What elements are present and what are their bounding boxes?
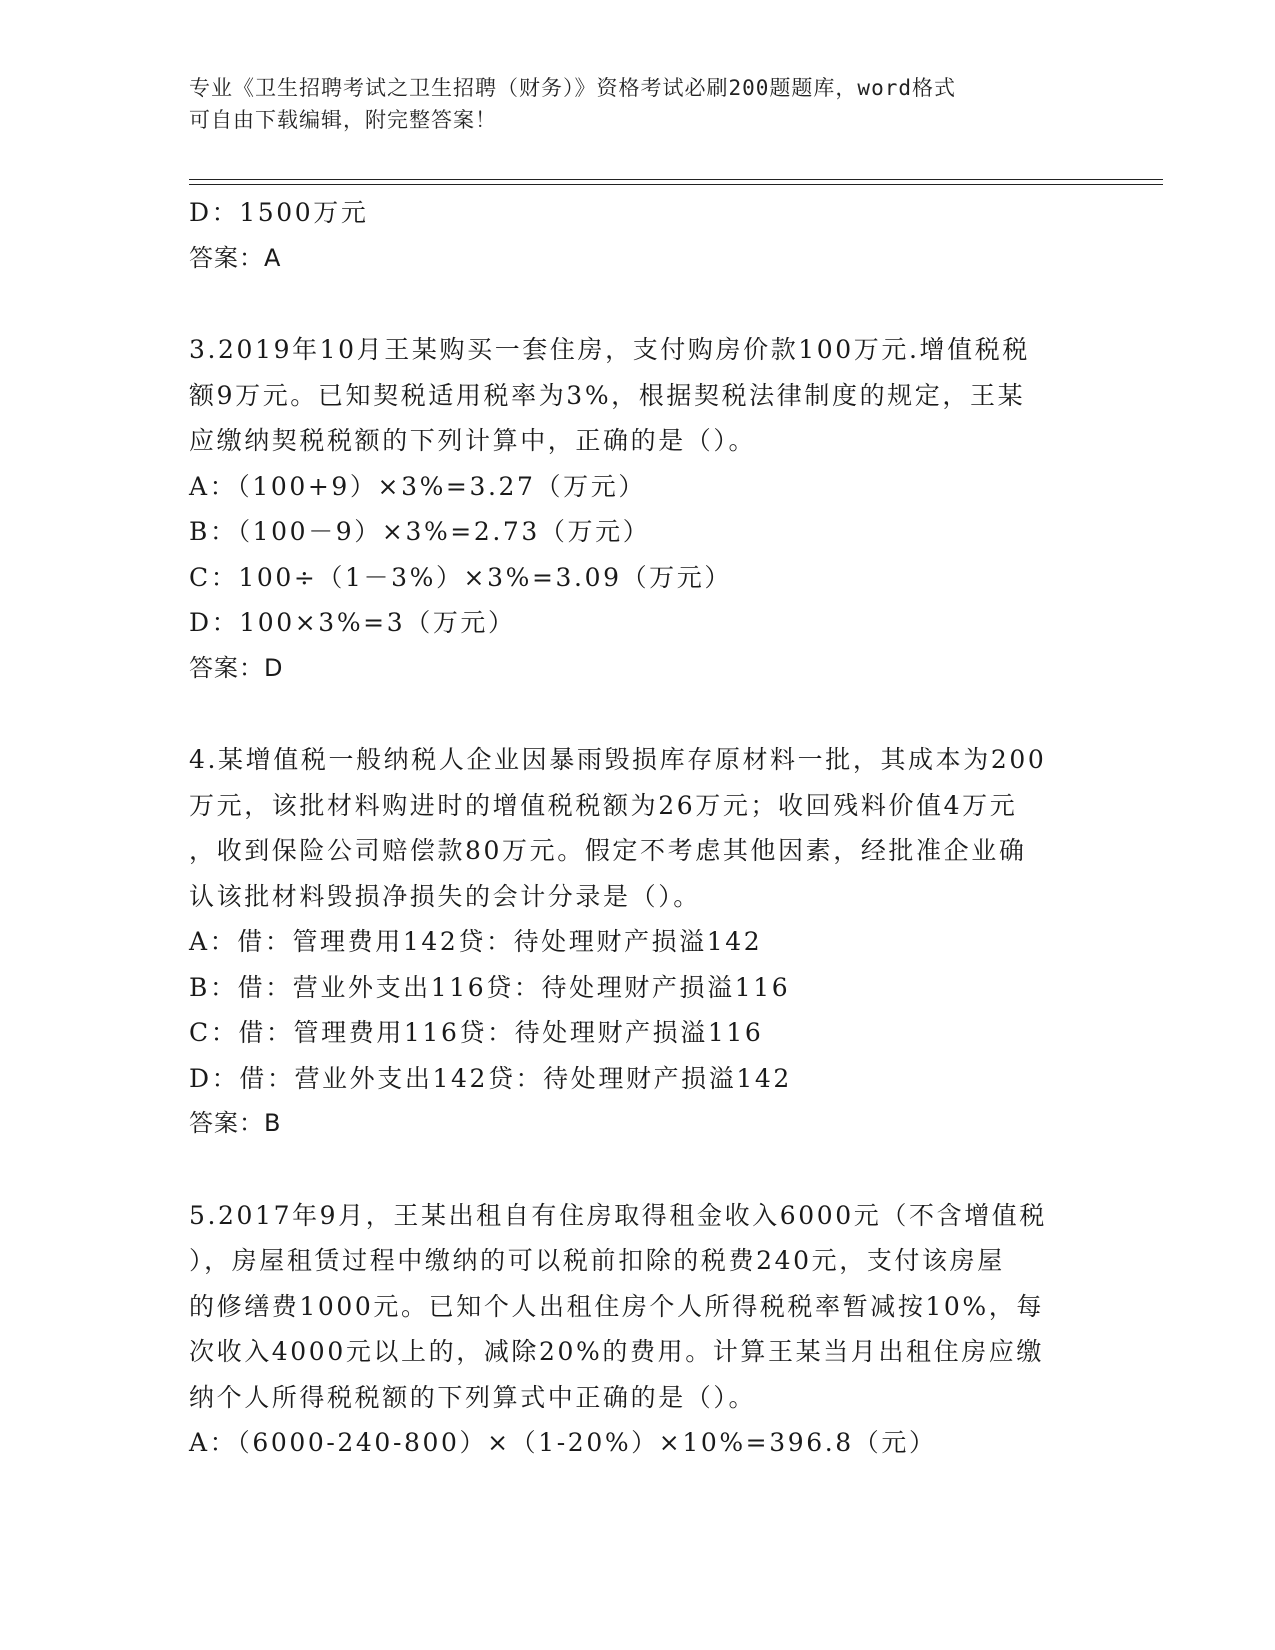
header-divider-bottom — [189, 184, 1163, 185]
answer-line: 答案：D — [189, 653, 284, 682]
question-stem-line: 纳个人所得税税额的下列算式中正确的是（）。 — [189, 1382, 757, 1412]
question-stem-line: 5.2017年9月，王某出租自有住房取得租金收入6000元（不含增值税 — [189, 1200, 1048, 1230]
question-2-tail — [189, 190, 1089, 281]
option-b: B：（100－9）×3%=2.73（万元） — [189, 517, 651, 546]
answer-line: 答案：A — [189, 243, 282, 272]
question-stem-line: 额9万元。已知契税适用税率为3%，根据契税法律制度的规定，王某 — [189, 380, 1026, 410]
question-stem-line: 4.某增值税一般纳税人企业因暴雨毁损库存原材料一批，其成本为200 — [189, 745, 1047, 774]
option-b: B：借：营业外支出116贷：待处理财产损溢116 — [189, 972, 791, 1002]
option-a: A：（100+9）×3%=3.27（万元） — [189, 471, 646, 501]
option-d: D：100×3%=3（万元） — [189, 608, 516, 637]
question-stem-line: ），房屋租赁过程中缴纳的可以税前扣除的税费240元，支付该房屋 — [189, 1246, 1005, 1275]
question-stem-line: 认该批材料毁损净损失的会计分录是（）。 — [189, 881, 701, 911]
option-d: D：1500万元 — [189, 198, 369, 227]
option-a: A：（6000-240-800）×（1-20%）×10%=396.8（元） — [189, 1428, 937, 1457]
question-4 — [189, 737, 1089, 1147]
option-c: C：100÷（1－3%）×3%=3.09（万元） — [189, 562, 732, 592]
header-title-line-2: 可自由下载编辑，附完整答案！ — [189, 108, 497, 132]
option-d: D：借：营业外支出142贷：待处理财产损溢142 — [189, 1063, 792, 1093]
spacer — [189, 691, 1089, 737]
question-content — [189, 190, 1089, 1466]
question-stem-line: 的修缮费1000元。已知个人出租住房个人所得税税率暂减按10%，每 — [189, 1291, 1044, 1321]
document-header — [189, 72, 1089, 136]
question-stem-line: 次收入4000元以上的，减除20%的费用。计算王某当月出租住房应缴 — [189, 1337, 1044, 1366]
spacer — [189, 1147, 1089, 1193]
option-c: C：借：管理费用116贷：待处理财产损溢116 — [189, 1018, 764, 1047]
question-3 — [189, 327, 1089, 691]
question-stem-line: ，收到保险公司赔偿款80万元。假定不考虑其他因素，经批准企业确 — [189, 836, 1027, 865]
question-5 — [189, 1193, 1089, 1466]
option-a: A：借：管理费用142贷：待处理财产损溢142 — [189, 927, 763, 956]
spacer — [189, 281, 1089, 327]
answer-line: 答案：B — [189, 1109, 282, 1137]
question-stem-line: 万元，该批材料购进时的增值税税额为26万元；收回残料价值4万元 — [189, 790, 1018, 820]
question-stem-line: 应缴纳契税税额的下列计算中，正确的是（）。 — [189, 426, 757, 455]
header-title-line-1: 专业《卫生招聘考试之卫生招聘（财务）》资格考试必刷200题题库，word格式 — [189, 76, 956, 100]
header-divider-top — [189, 179, 1163, 180]
question-stem-line: 3.2019年10月王某购买一套住房，支付购房价款100万元.增值税税 — [189, 335, 1030, 364]
